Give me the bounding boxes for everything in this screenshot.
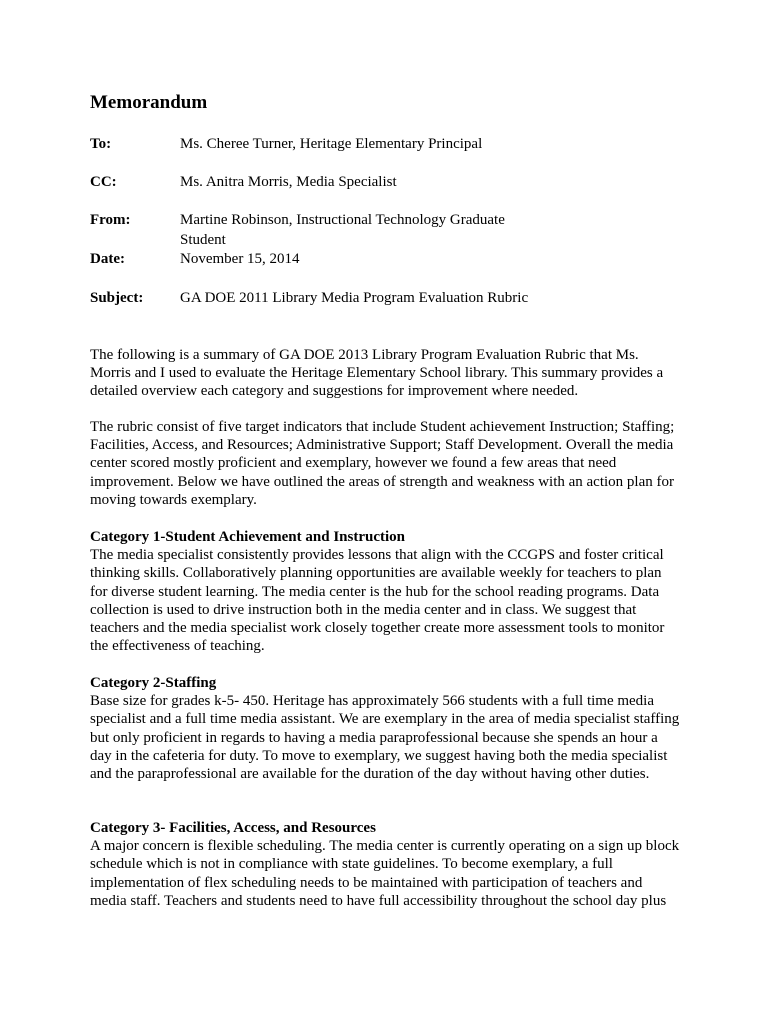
category-1-heading: Category 1-Student Achievement and Instruction: [90, 529, 405, 545]
intro-paragraph: The following is a summary of GA DOE 2013 Library Program Evaluation Rubric that Ms. Morris and I used to evaluate the Heritage Elementary School library. This summary provides a detailed overview each category and suggestions for improvement where needed.: [90, 347, 664, 400]
category-3-text: A major concern is flexible scheduling. The media center is currently operating on a sign up block schedule which is not in compliance with state guidelines. To become exemplary, a full implementation of flex scheduling needs to be maintained with participation of teachers and media staff. Teachers and students need to have full accessibility throughout the school day plus: [90, 838, 680, 909]
cc-label: CC:: [90, 174, 117, 190]
category-1-section: [90, 528, 680, 655]
memo-title: Memorandum: [90, 92, 208, 113]
subject-label: Subject:: [90, 290, 144, 306]
category-3-heading: Category 3- Facilities, Access, and Resources: [90, 820, 376, 836]
subject-value: GA DOE 2011 Library Media Program Evaluation Rubric: [180, 290, 529, 306]
category-2-section: [90, 674, 680, 783]
from-label: From:: [90, 212, 131, 228]
to-label: To:: [90, 136, 112, 152]
category-2-heading: Category 2-Staffing: [90, 675, 217, 691]
rubric-paragraph: The rubric consist of five target indicators that include Student achievement Instruction; Staffing; Facilities, Access, and Resources; Administrative Support; Staff Development. Overall the media center scored mostly proficient and exemplary, however we found a few areas that need improvement. Below we have outlined the areas of strength and weakness with an action plan for moving towards exemplary.: [90, 419, 675, 508]
category-1-text: The media specialist consistently provides lessons that align with the CCGPS and foster critical thinking skills. Collaboratively planning opportunities are available weekly for teachers to plan for diverse student learning. The media center is the hub for the school reading programs. Data collection is used to drive instruction both in the media center and in class. We suggest that teachers and the media specialist work closely together create more assessment tools to monitor the effectiveness of teaching.: [90, 547, 665, 655]
cc-value: Ms. Anitra Morris, Media Specialist: [180, 174, 397, 190]
category-3-section: [90, 819, 680, 910]
to-value: Ms. Cheree Turner, Heritage Elementary Principal: [180, 136, 483, 152]
date-label: Date:: [90, 251, 125, 267]
from-value: Martine Robinson, Instructional Technology Graduate Student: [180, 212, 505, 248]
category-2-text: Base size for grades k-5- 450. Heritage has approximately 566 students with a full time media specialist and a full time media assistant. We are exemplary in the area of media specialist staffing but only proficient in regards to having a media paraprofessional because she spends an hour a day in the cafeteria for duty. To move to exemplary, we suggest having both the media specialist and the paraprofessional are available for the duration of the day without having other duties.: [90, 693, 680, 783]
date-value: November 15, 2014: [180, 251, 300, 267]
